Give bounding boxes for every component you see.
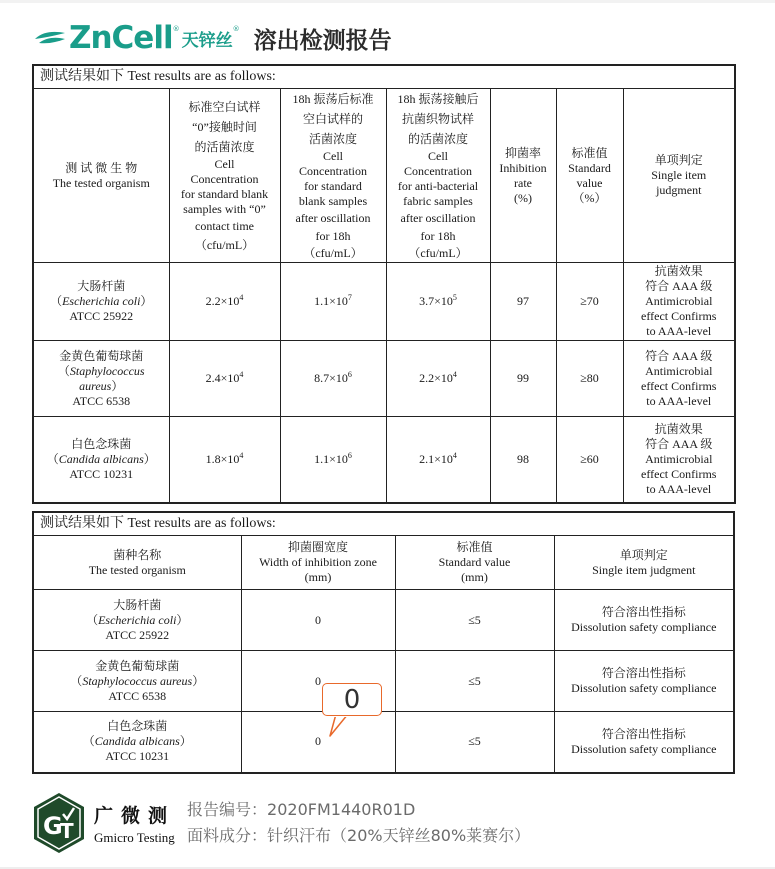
report-footer: [32, 792, 530, 854]
organism-cn: 大肠杆菌: [113, 597, 162, 612]
fabric-composition: [187, 823, 530, 849]
table-header-row: [33, 536, 734, 590]
header-line: blank samples: [298, 194, 368, 208]
header-line: The tested organism: [88, 562, 186, 577]
organism-latin: （Candida albicans）: [46, 451, 156, 466]
organism-latin: （Escherichia coli）: [50, 294, 153, 308]
organism-latin: （Staphylococcus aureus）: [70, 673, 205, 688]
organism-latin: aureus）: [79, 378, 124, 393]
table-caption: 测试结果如下 Test results are as follows:: [33, 65, 735, 89]
header-line: samples with “0”: [183, 201, 266, 216]
header-line: after oscillation: [295, 211, 371, 225]
leaf-icon: [33, 27, 67, 49]
header-line: Single item judgment: [592, 562, 696, 577]
judgment-cell: [554, 712, 734, 773]
table-row: [33, 651, 734, 712]
standard-cell: ≥70: [556, 263, 623, 341]
organism-cell: [33, 341, 169, 417]
svg-text:T: T: [60, 819, 74, 843]
inhibition-zone-cell: 0: [241, 590, 395, 651]
brand-name: ZnCell: [69, 19, 173, 56]
header-line: for standard blank: [180, 186, 269, 201]
judgment-cell: [623, 263, 735, 341]
judgment-cell: [623, 417, 735, 503]
value: 2.2×10: [419, 371, 453, 385]
blank-0h-cell: [169, 341, 280, 417]
header-line: for anti-bacterial: [397, 179, 479, 193]
organism-latin-text: Staphylococcus aureus: [82, 673, 193, 688]
header-standard-value: [556, 89, 623, 263]
header-inhibition-zone: [241, 536, 395, 590]
header-line: 菌种名称: [113, 547, 162, 562]
header-line: Cell: [323, 149, 343, 163]
header-organism: [33, 89, 169, 263]
header-line: 单项判定: [654, 153, 703, 167]
organism-latin-text: Staphylococcus: [69, 363, 145, 378]
strain: ATCC 10231: [105, 749, 170, 764]
header-line: 抑菌圈宽度: [287, 540, 348, 554]
standard-cell: ≥80: [556, 341, 623, 417]
organism-latin-text: Escherichia coli: [98, 612, 177, 627]
organism-cn: 白色念珠菌: [107, 719, 168, 734]
blank-0h-cell: [169, 417, 280, 503]
gmicro-logo-icon: [32, 792, 86, 854]
judgment-en: Dissolution safety compliance: [571, 741, 717, 756]
table-row: [33, 263, 735, 341]
header-blank-18h: [280, 89, 386, 263]
value: 2.4×10: [205, 371, 240, 385]
header-line: 标准值: [571, 145, 608, 160]
registered-mark: ®: [232, 24, 240, 33]
header-line: for 18h: [315, 229, 351, 243]
exponent: 4: [452, 450, 457, 460]
header-line: “0”接触时间: [192, 119, 257, 134]
header-line: fabric samples: [403, 194, 473, 208]
header-line: （cfu/mL）: [194, 237, 255, 252]
blank-18h-cell: [280, 417, 386, 503]
header-fabric-18h: [386, 89, 490, 263]
header-line: 18h 振荡接触后: [397, 92, 479, 106]
header-line: （cfu/mL）: [303, 246, 363, 260]
header-line: for 18h: [420, 229, 456, 243]
judgment-cell: [554, 651, 734, 712]
value: 8.7×10: [314, 371, 348, 385]
exponent: 4: [239, 370, 244, 379]
header-line: Cell: [428, 149, 448, 163]
header-line: Concentration: [404, 164, 472, 178]
header-line: Standard: [568, 160, 611, 175]
header-line: Concentration: [299, 164, 367, 178]
dissolution-results-table: [32, 511, 735, 774]
header-line: 标准空白试样: [188, 99, 261, 114]
header-line: (mm): [304, 570, 332, 584]
judgment-line: Antimicrobial: [645, 294, 713, 308]
header-line: 抗菌织物试样: [401, 112, 474, 126]
report-number: [187, 797, 530, 823]
report-number-value: 2020FM1440R01D: [267, 800, 416, 819]
judgment-line: 抗菌效果: [654, 421, 703, 436]
organism-cn: 金黄色葡萄球菌: [95, 658, 180, 673]
page-header: [33, 18, 392, 58]
standard-cell: ≤5: [395, 712, 554, 773]
standard-cell: ≥60: [556, 417, 623, 503]
exponent: 7: [347, 293, 352, 302]
header-line: 单项判定: [619, 547, 668, 562]
judgment-cell: [554, 590, 734, 651]
header-line: after oscillation: [400, 211, 476, 225]
callout-pointer-icon: [326, 714, 356, 738]
table-caption: 测试结果如下 Test results are as follows:: [33, 512, 734, 536]
judgment-cn: 符合溶出性指标: [601, 666, 686, 680]
value: 2.2×10: [205, 294, 240, 308]
inhibition-rate-cell: 98: [490, 417, 556, 503]
header-line: Cell: [214, 156, 235, 171]
header-line: （cfu/mL）: [408, 246, 468, 260]
organism-latin-text: Candida albicans: [94, 734, 180, 749]
strain: ATCC 6538: [108, 688, 167, 703]
organism-latin-text: aureus: [79, 378, 112, 393]
judgment-line: Antimicrobial: [645, 451, 713, 466]
judgment-cn: 符合溶出性指标: [601, 605, 686, 619]
standard-cell: ≤5: [395, 590, 554, 651]
header-line: Width of inhibition zone: [259, 555, 377, 569]
header-judgment: [554, 536, 734, 590]
organism-latin-text: Escherichia coli: [62, 294, 141, 308]
fabric-18h-cell: [386, 263, 490, 341]
header-line: Inhibition: [499, 160, 547, 175]
registered-mark: ®: [172, 24, 180, 33]
judgment-line: to AAA-level: [646, 481, 712, 496]
strain: ATCC 25922: [69, 309, 134, 323]
header-blank-0h: [169, 89, 280, 263]
header-line: 活菌浓度: [308, 132, 357, 146]
report-info: [187, 797, 530, 849]
header-line: Concentration: [190, 171, 259, 186]
fabric-label: 面料成分：: [187, 826, 268, 845]
header-line: The tested organism: [52, 175, 150, 190]
judgment-line: effect Confirms: [641, 466, 717, 481]
top-divider: [0, 0, 775, 3]
exponent: 4: [239, 450, 244, 460]
strain: ATCC 25922: [105, 627, 170, 642]
table-header-row: [33, 89, 735, 263]
header-line: 18h 振荡后标准: [292, 92, 374, 106]
value: 1.1×10: [314, 294, 348, 308]
header-judgment: [623, 89, 735, 263]
header-line: judgment: [656, 183, 702, 197]
header-standard-value: [395, 536, 554, 590]
organism-cell: [33, 712, 241, 773]
judgment-line: Antimicrobial: [645, 363, 713, 378]
judgment-en: Dissolution safety compliance: [571, 620, 717, 634]
lab-name-en: Gmicro Testing: [94, 829, 175, 845]
organism-latin: （Candida albicans）: [82, 734, 192, 749]
svg-text:G: G: [43, 812, 63, 840]
header-line: (%): [514, 190, 532, 205]
header-inhibition-rate: [490, 89, 556, 263]
inhibition-zone-cell: 0: [241, 651, 395, 712]
header-line: Single item: [651, 168, 707, 182]
header-organism: [33, 536, 241, 590]
judgment-cn: 符合溶出性指标: [601, 726, 686, 741]
inhibition-rate-cell: 99: [490, 341, 556, 417]
judgment-line: 符合 AAA 级: [645, 436, 713, 451]
organism-cell: [33, 590, 241, 651]
judgment-line: 抗菌效果: [654, 264, 703, 278]
standard-cell: ≤5: [395, 651, 554, 712]
fabric-value: 针织汗布（20%天锌丝80%莱赛尔）: [267, 826, 531, 845]
strain: ATCC 10231: [69, 466, 134, 481]
table-row: [33, 590, 734, 651]
inhibition-rate-cell: 97: [490, 263, 556, 341]
antibacterial-results-table: [32, 64, 736, 504]
header-line: value: [576, 175, 603, 190]
organism-cn: 大肠杆菌: [77, 279, 126, 293]
judgment-line: 符合 AAA 级: [645, 348, 713, 363]
judgment-line: effect Confirms: [641, 309, 717, 323]
header-line: 标准值: [456, 540, 493, 554]
organism-cn: 白色念珠菌: [71, 436, 132, 451]
judgment-line: to AAA-level: [646, 324, 712, 338]
header-line: 空白试样的: [302, 112, 363, 126]
table-row: [33, 417, 735, 503]
exponent: 4: [239, 293, 244, 302]
organism-cell: [33, 263, 169, 341]
organism-latin: （Escherichia coli）: [86, 612, 189, 627]
header-line: Standard value: [438, 555, 511, 569]
exponent: 4: [452, 370, 457, 379]
judgment-line: 符合 AAA 级: [645, 279, 713, 293]
header-line: (mm): [461, 570, 488, 584]
lab-name-cn: 广微测: [94, 804, 176, 827]
table-row: [33, 341, 735, 417]
judgment-line: effect Confirms: [641, 378, 717, 393]
organism-cell: [33, 417, 169, 503]
value: 3.7×10: [419, 294, 453, 308]
header-line: contact time: [195, 218, 254, 233]
blank-0h-cell: [169, 263, 280, 341]
brand-chinese-name: 天锌丝: [181, 30, 233, 51]
header-line: 的活菌浓度: [194, 139, 255, 154]
judgment-line: to AAA-level: [646, 393, 712, 408]
header-line: 测 试 微 生 物: [65, 160, 138, 175]
organism-latin: （Staphylococcus: [57, 363, 145, 378]
page-title: 溶出检测报告: [253, 27, 392, 54]
exponent: 6: [347, 370, 352, 379]
lab-name: [94, 801, 175, 846]
organism-latin-text: Candida albicans: [58, 451, 144, 466]
exponent: 5: [452, 293, 457, 302]
judgment-cell: [623, 341, 735, 417]
value: 1.8×10: [205, 451, 240, 466]
zncell-logo: [33, 19, 240, 56]
inhibition-zone-cell: 0: [241, 712, 395, 773]
organism-cell: [33, 651, 241, 712]
exponent: 6: [347, 450, 352, 460]
organism-cn: 金黄色葡萄球菌: [59, 348, 144, 363]
header-line: 的活菌浓度: [407, 132, 468, 146]
fabric-18h-cell: [386, 341, 490, 417]
header-line: （%）: [572, 190, 607, 205]
header-line: rate: [514, 175, 532, 190]
strain: ATCC 6538: [72, 393, 131, 408]
header-line: 抑菌率: [504, 145, 541, 160]
value: 1.1×10: [314, 451, 348, 466]
table-row: [33, 712, 734, 773]
value: 2.1×10: [419, 451, 453, 466]
blank-18h-cell: [280, 341, 386, 417]
fabric-18h-cell: [386, 417, 490, 503]
annotation-callout: 0: [322, 683, 382, 716]
blank-18h-cell: [280, 263, 386, 341]
header-line: for standard: [304, 179, 362, 193]
judgment-en: Dissolution safety compliance: [571, 681, 717, 695]
report-number-label: 报告编号：: [187, 800, 268, 819]
